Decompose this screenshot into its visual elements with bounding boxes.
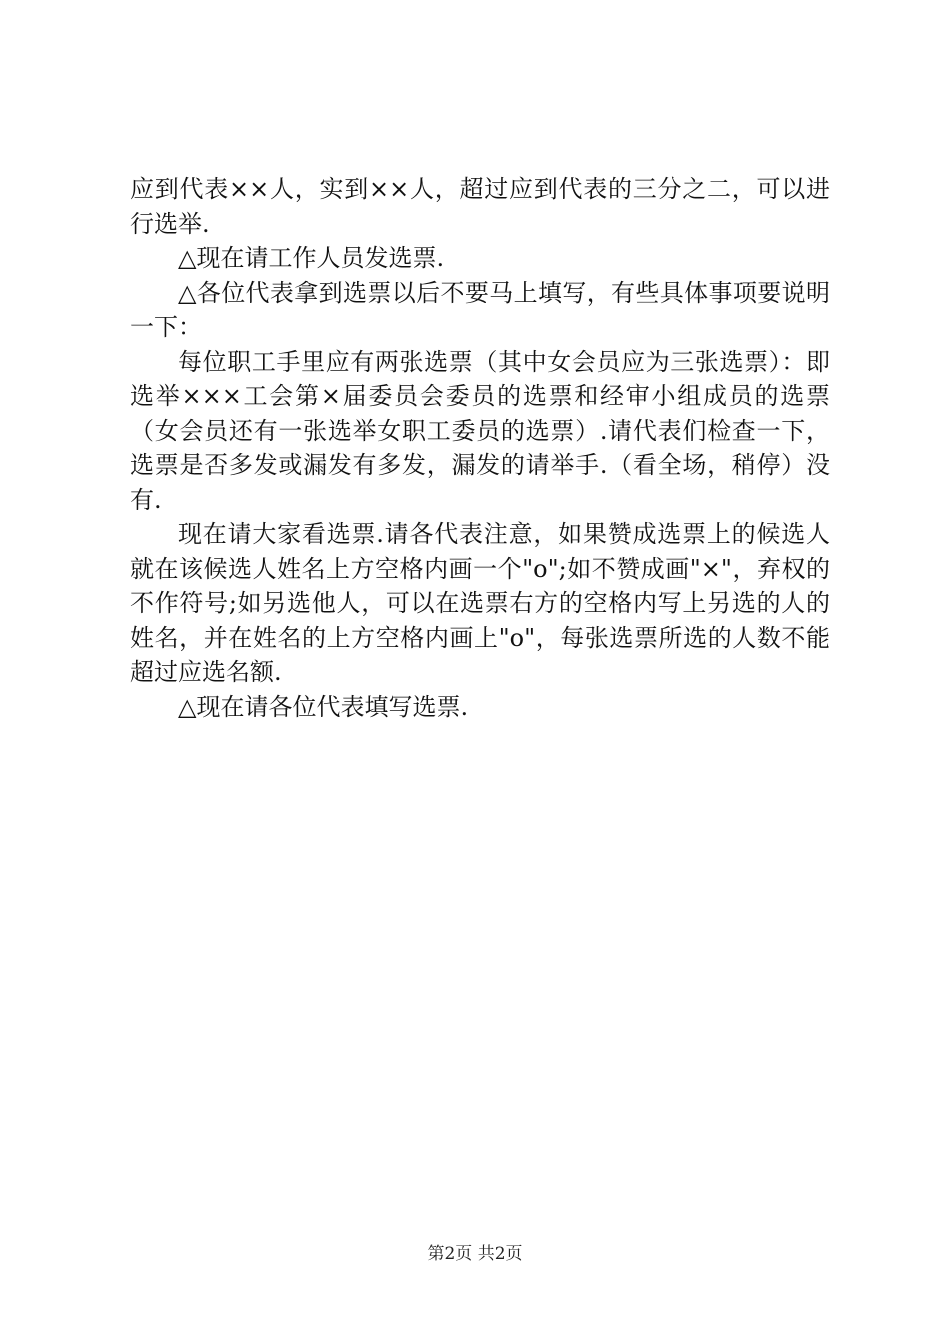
paragraph-instructions-intro: △各位代表拿到选票以后不要马上填写，有些具体事项要说明一下：	[130, 278, 830, 341]
paragraph-ballot-count: 每位职工手里应有两张选票（其中女会员应为三张选票）：即选举×××工会第×届委员会委员的选票和经审小组成员的选票（女会员还有一张选举女职工委员的选票）.请代表们检查一下，选票是否多发或漏发有多发，漏发的请举手.（看全场，稍停）没有.	[130, 347, 830, 514]
paragraph-distribute-ballots: △现在请工作人员发选票.	[178, 244, 445, 272]
document-body	[130, 172, 830, 724]
paragraph-fill-ballots: △现在请各位代表填写选票.	[178, 692, 469, 721]
paragraph-quorum: 应到代表××人，实到××人，超过应到代表的三分之二，可以进行选举.	[130, 175, 830, 238]
paragraph-voting-rules: 现在请大家看选票.请各代表注意，如果赞成选票上的候选人就在该候选人姓名上方空格内画一个"o";如不赞成画"×"，弃权的不作符号;如另选他人，可以在选票右方的空格内写上另选的人的姓名，并在姓名的上方空格内画上"o"，每张选票所选的人数不能超过应选名额.	[130, 520, 830, 686]
page-number-footer: 第2页 共2页	[427, 1244, 523, 1264]
